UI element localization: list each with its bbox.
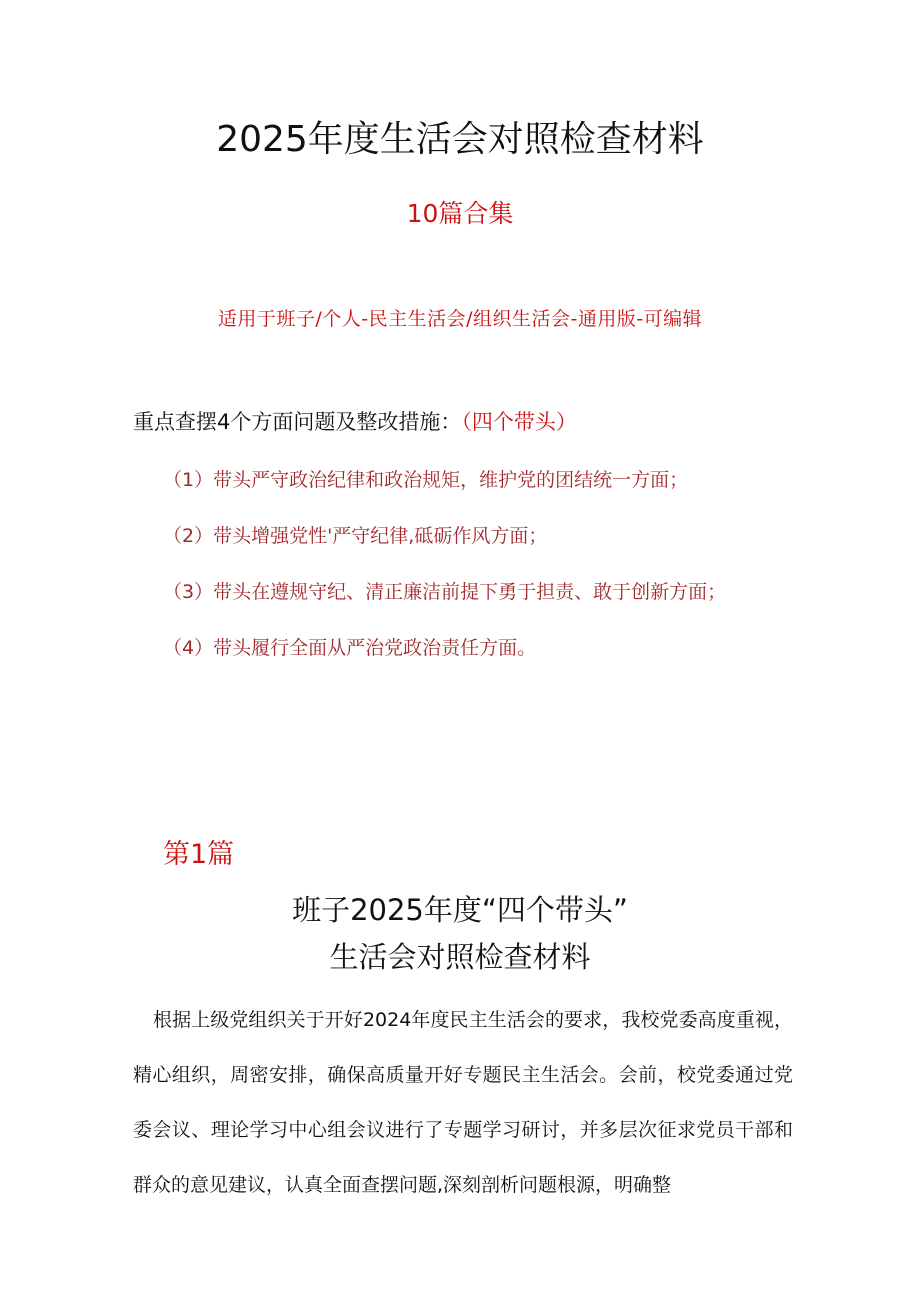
section-label: 第1篇 (163, 839, 235, 870)
collection-subtitle: 10篇合集 (406, 199, 514, 228)
applicability-line: 适用于班子/个人-民主生活会/组织生活会-通用版-可编辑 (217, 308, 703, 330)
document-title: 2025年度生活会对照检查材料 (216, 119, 704, 160)
section-title-line-2: 生活会对照检查材料 (329, 940, 591, 974)
checklist-heading (133, 406, 577, 438)
checklist-item-4: （4）带头履行全面从严治党政治责任方面。 (163, 637, 537, 659)
checklist-heading-text: 重点查摆4个方面问题及整改措施： (133, 410, 462, 434)
checklist-item-1: （1）带头严守政治纪律和政治规矩，维护党的团结统一方面； (163, 469, 689, 491)
checklist-heading-tag: （四个带头） (461, 410, 577, 434)
checklist-item-3: （3）带头在遵规守纪、清正廉洁前提下勇于担责、敢于创新方面； (163, 581, 727, 603)
body-paragraph: 根据上级党组织关于开好2024年度民主生活会的要求，我校党委高度重视，精心组织，周密安排，确保高质量开好专题民主生活会。会前，校党委通过党委会议、理论学习中心组会议进行了专题学习研讨，并多层次征求党员干部和群众的意见建议，认真全面查摆问题,深刻剖析问题根源，明确整 (133, 1009, 793, 1196)
checklist-item-2: （2）带头增强党性'严守纪律,砥砺作风方面； (163, 525, 548, 547)
section-title-line-1: 班子2025年度“四个带头” (292, 893, 628, 927)
